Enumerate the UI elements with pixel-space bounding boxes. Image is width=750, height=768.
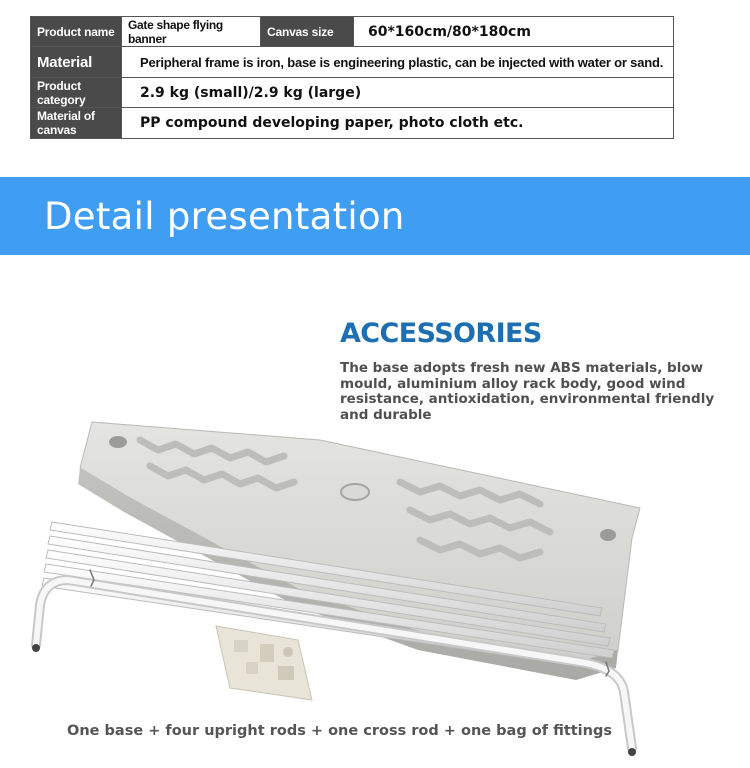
banner-kit-photo-icon xyxy=(20,400,660,768)
product-name-label: Product name xyxy=(31,17,122,47)
canvas-size-label: Canvas size xyxy=(261,17,354,47)
fittings-bag xyxy=(216,626,312,700)
material-label: Material xyxy=(31,47,122,78)
product-category-value: 2.9 kg (small)/2.9 kg (large) xyxy=(122,78,674,108)
product-name-value: Gate shape flying banner xyxy=(122,17,261,47)
accessories-title: ACCESSORIES xyxy=(340,318,542,349)
accessories-description: The base adopts fresh new ABS materials, blow mould, aluminium alloy rack body, good wind resistance, antioxidation, environmental friendly and durable xyxy=(340,360,715,423)
spec-table xyxy=(30,16,674,139)
canvas-material-label: Material of canvas xyxy=(31,108,122,139)
canvas-size-value: 60*160cm/80*180cm xyxy=(354,17,674,47)
spec-row-canvas-material xyxy=(31,108,674,139)
banner-title: Detail presentation xyxy=(44,195,405,238)
spec-row-product-name xyxy=(31,17,674,47)
product-category-label: Product category xyxy=(31,78,122,108)
spec-row-material xyxy=(31,47,674,78)
material-value: Peripheral frame is iron, base is engineering plastic, can be injected with water or sand. xyxy=(122,47,674,78)
spec-row-product-category xyxy=(31,78,674,108)
kit-contents-caption: One base + four upright rods + one cross rod + one bag of fittings xyxy=(67,723,612,739)
detail-banner xyxy=(0,177,750,255)
canvas-material-value: PP compound developing paper, photo cloth etc. xyxy=(122,108,674,139)
